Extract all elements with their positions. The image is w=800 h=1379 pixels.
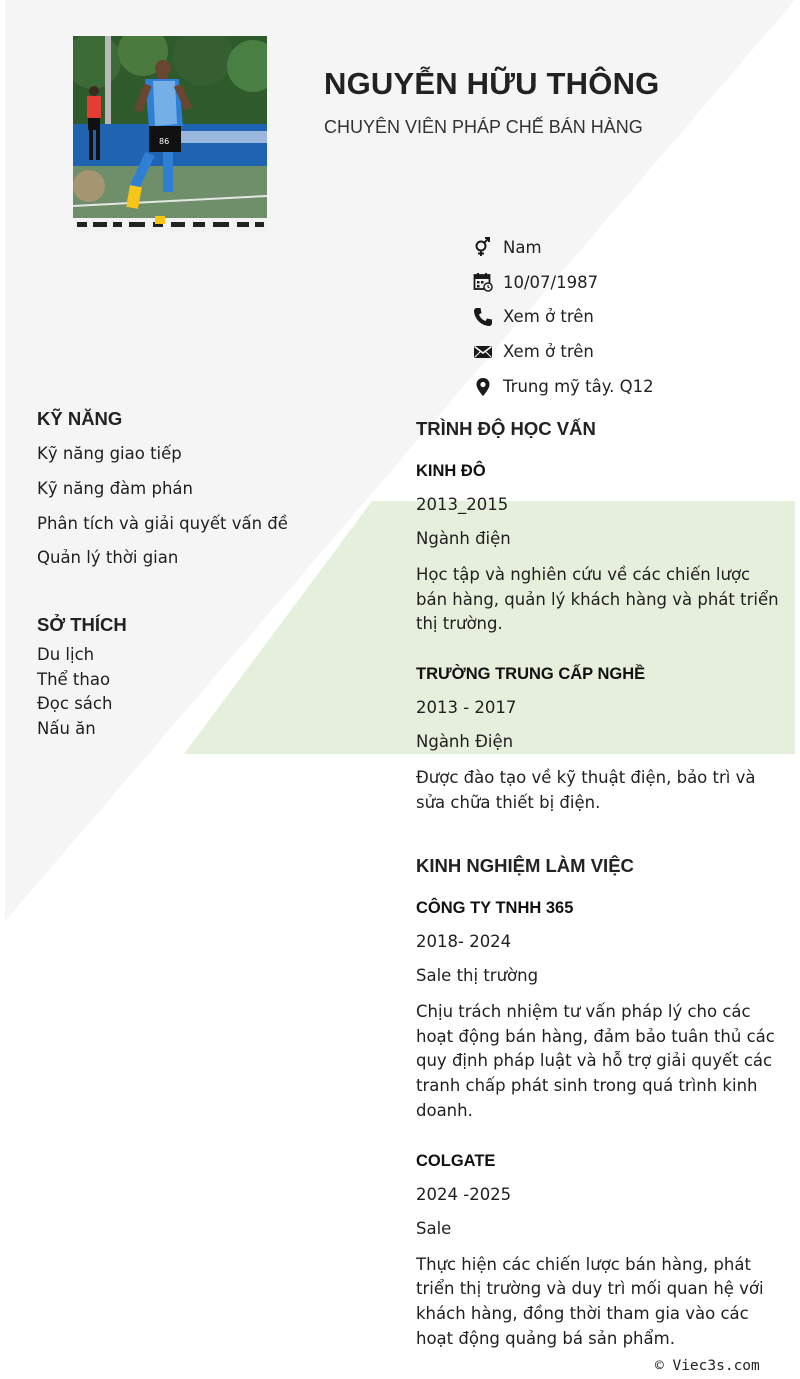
info-gender [472, 230, 654, 265]
experience-entry [416, 1151, 781, 1352]
study-period: 2013_2015 [416, 495, 509, 514]
study-period: 2013 - 2017 [416, 698, 517, 718]
footer-copyright: © Viec3s.com [655, 1358, 760, 1374]
calendar-icon [472, 272, 493, 293]
study-description: Học tập và nghiên cứu về các chiến lược bán hàng, quản lý khách hàng và phát triển thị trường. [416, 565, 779, 634]
study-major: Ngành Điện [416, 732, 514, 752]
profile-photo [73, 36, 267, 232]
info-email [472, 334, 654, 369]
info-address-value: Trung mỹ tây. Q12 [503, 377, 654, 397]
info-birthdate [472, 265, 654, 300]
work-description: Thực hiện các chiến lược bán hàng, phát triển thị trường và duy trì mối quan hệ với khách hàng, đồng thời tham gia vào các hoạt động quảng bá sản phẩm. [416, 1254, 764, 1348]
personal-info-list [472, 230, 654, 404]
education-entry [416, 664, 781, 815]
school-name: KINH ĐÔ [416, 462, 486, 480]
education-section [416, 418, 781, 843]
work-description: Chịu trách nhiệm tư vấn pháp lý cho các hoạt động bán hàng, đảm bảo tuân thủ các quy định pháp luật và hỗ trợ giải quyết các tranh chấp phát sinh trong quá trình kinh doanh. [416, 1002, 775, 1120]
experience-entry [416, 898, 781, 1124]
work-position: Sale thị trường [416, 966, 539, 985]
company-name: COLGATE [416, 1151, 496, 1170]
info-phone-value: Xem ở trên [503, 307, 594, 327]
skills-title: KỸ NĂNG [37, 408, 123, 429]
school-name: TRƯỜNG TRUNG CẤP NGHỀ [416, 665, 646, 684]
skill-item: Kỹ năng đàm phán [37, 478, 193, 498]
email-icon [472, 341, 493, 362]
hobby-item: Nấu ăn [37, 719, 96, 739]
skill-item: Phân tích và giải quyết vấn đề [37, 513, 288, 533]
education-entry [416, 461, 781, 637]
info-birthdate-value: 10/07/1987 [503, 272, 599, 292]
hobby-item: Du lịch [37, 645, 95, 664]
job-title: CHUYÊN VIÊN PHÁP CHẾ BÁN HÀNG [324, 117, 643, 137]
skill-item: Quản lý thời gian [37, 548, 179, 568]
hobbies-title: SỞ THÍCH [37, 614, 127, 635]
skill-item: Kỹ năng giao tiếp [37, 444, 182, 463]
location-icon [472, 376, 493, 397]
gender-icon [472, 237, 493, 258]
experience-section [416, 855, 781, 1378]
info-gender-value: Nam [503, 237, 542, 257]
svg-text:86: 86 [159, 137, 170, 146]
work-period: 2024 -2025 [416, 1184, 512, 1204]
hobby-item: Thể thao [37, 669, 111, 689]
company-name: CÔNG TY TNHH 365 [416, 899, 574, 917]
work-position: Sale [416, 1218, 452, 1238]
hobbies-section [37, 614, 337, 742]
skills-section [37, 408, 337, 583]
study-description: Được đào tạo về kỹ thuật điện, bảo trì và sửa chữa thiết bị điện. [416, 768, 756, 812]
candidate-name: NGUYỄN HỮU THÔNG [324, 66, 660, 101]
work-period: 2018- 2024 [416, 932, 512, 951]
experience-title: KINH NGHIỆM LÀM VIỆC [416, 855, 634, 876]
phone-icon [472, 306, 493, 327]
info-phone [472, 300, 654, 335]
info-email-value: Xem ở trên [503, 342, 594, 362]
info-address [472, 369, 654, 404]
hobby-item: Đọc sách [37, 694, 113, 714]
education-title: TRÌNH ĐỘ HỌC VẤN [416, 418, 596, 439]
study-major: Ngành điện [416, 529, 511, 548]
